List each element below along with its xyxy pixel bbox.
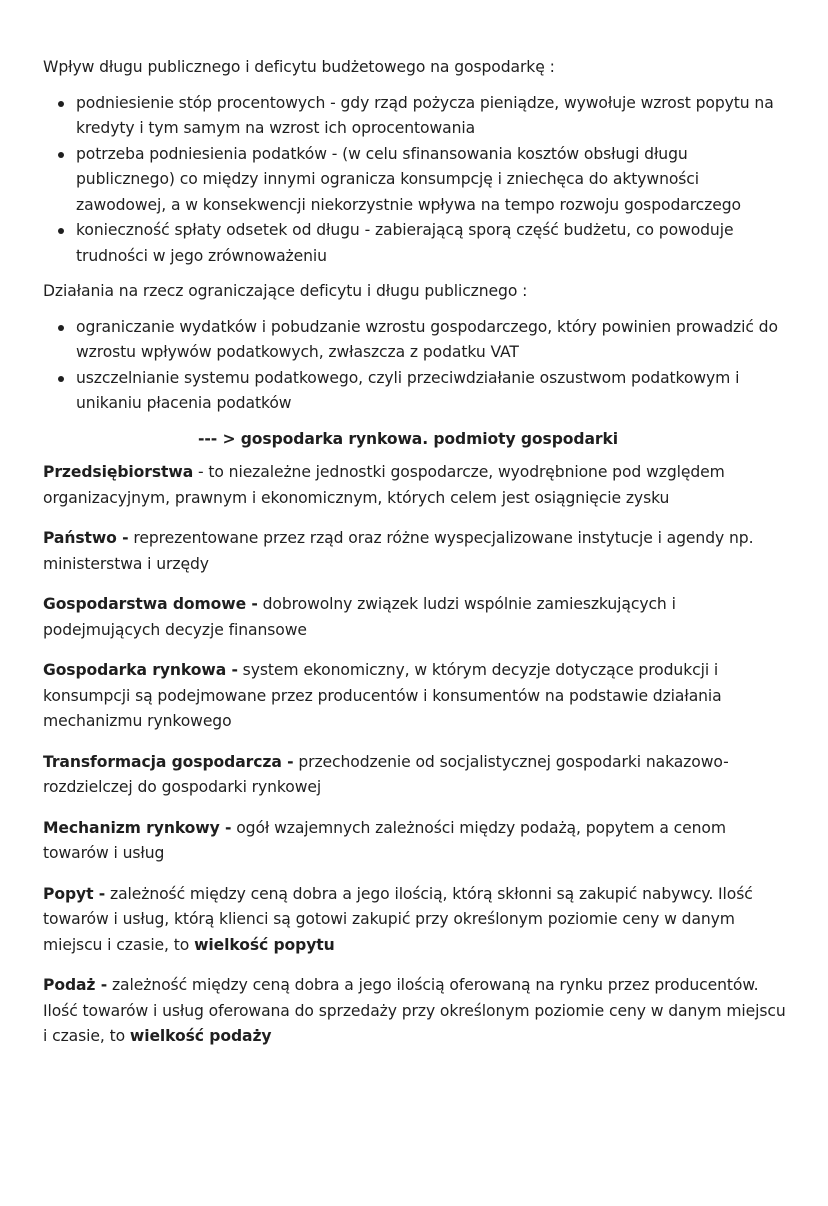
list-item: podniesienie stóp procentowych - gdy rząd pożycza pieniądze, wywołuje wzrost popytu na kredyty i tym samym na wzrost ich oprocentowania <box>43 91 788 142</box>
definition-popyt <box>43 882 788 959</box>
list-item: potrzeba podniesienia podatków - (w celu sfinansowania kosztów obsługi długu publicznego) co między innymi ogranicza konsumpcję i zniechęca do aktywności zawodowej, a w konsekwencji niekorzystnie wpływa na tempo rozwoju gospodarczego <box>43 142 788 219</box>
document-content <box>43 55 788 1065</box>
definition-gospodarstwa-domowe <box>43 592 788 643</box>
list-item: ograniczanie wydatków i pobudzanie wzrostu gospodarczego, który powinien prowadzić do wzrostu wpływów podatkowych, zwłaszcza z podatku VAT <box>43 315 788 366</box>
definition-transformacja-gospodarcza <box>43 750 788 801</box>
definition-przedsiebiorstwa <box>43 460 788 511</box>
term-definition: - to niezależne jednostki gospodarcze, wyodrębnione pod względem organizacyjnym, prawnym i ekonomicznym, których celem jest osiągnięcie zysku <box>43 463 725 507</box>
term-definition: zależność między ceną dobra a jego ilością oferowaną na rynku przez producentów. Ilość towarów i usług oferowana do sprzedaży przy określonym poziomie ceny w danym miejscu i czasie, to <box>43 976 786 1045</box>
term-emphasis: wielkość popytu <box>194 935 335 954</box>
term-definition: zależność między ceną dobra a jego ilością, którą skłonni są zakupić nabywcy. Ilość towarów i usług, którą klienci są gotowi zakupić przy określonym poziomie ceny w danym miejscu i czasie, to <box>43 884 753 954</box>
debt-impact-list <box>43 91 788 270</box>
term-label: Przedsiębiorstwa <box>43 463 194 481</box>
list-item: uszczelnianie systemu podatkowego, czyli przeciwdziałanie oszustwom podatkowym i unikaniu płacenia podatków <box>43 366 788 417</box>
deficit-reduction-heading: Działania na rzecz ograniczające deficytu i długu publicznego : <box>43 282 528 300</box>
debt-impact-heading: Wpływ długu publicznego i deficytu budżetowego na gospodarkę : <box>43 58 555 76</box>
term-label: Gospodarka rynkowa - <box>43 661 238 679</box>
term-label: Państwo - <box>43 529 129 547</box>
term-definition: system ekonomiczny, w którym decyzje dotyczące produkcji i konsumpcji są podejmowane przez producentów i konsumentów na podstawie działania mechanizmu rynkowego <box>43 661 722 730</box>
term-label: Mechanizm rynkowy - <box>43 818 232 837</box>
term-label: Gospodarstwa domowe - <box>43 595 258 613</box>
term-emphasis: wielkość podaży <box>129 1027 272 1045</box>
definition-mechanizm-rynkowy <box>43 816 788 867</box>
term-label: Podaż - <box>43 976 108 994</box>
definition-panstwo <box>43 526 788 577</box>
term-definition: przechodzenie od socjalistycznej gospodarki nakazowo-rozdzielczej do gospodarki rynkowej <box>43 752 729 796</box>
list-item: konieczność spłaty odsetek od długu - zabierającą sporą część budżetu, co powoduje trudności w jego zrównoważeniu <box>43 218 788 269</box>
definition-gospodarka-rynkowa <box>43 658 788 735</box>
deficit-reduction-list <box>43 315 788 417</box>
term-definition: ogół wzajemnych zależności między podażą, popytem a cenom towarów i usług <box>43 818 726 862</box>
term-definition: reprezentowane przez rząd oraz różne wyspecjalizowane instytucje i agendy np. ministerstwa i urzędy <box>43 529 754 573</box>
definition-podaz <box>43 973 788 1050</box>
term-label: Popyt - <box>43 884 106 903</box>
term-definition: dobrowolny związek ludzi wspólnie zamieszkujących i podejmujących decyzje finansowe <box>43 595 676 639</box>
market-economy-section-title: --- > gospodarka rynkowa. podmioty gospodarki <box>198 429 618 448</box>
term-label: Transformacja gospodarcza - <box>43 752 294 771</box>
